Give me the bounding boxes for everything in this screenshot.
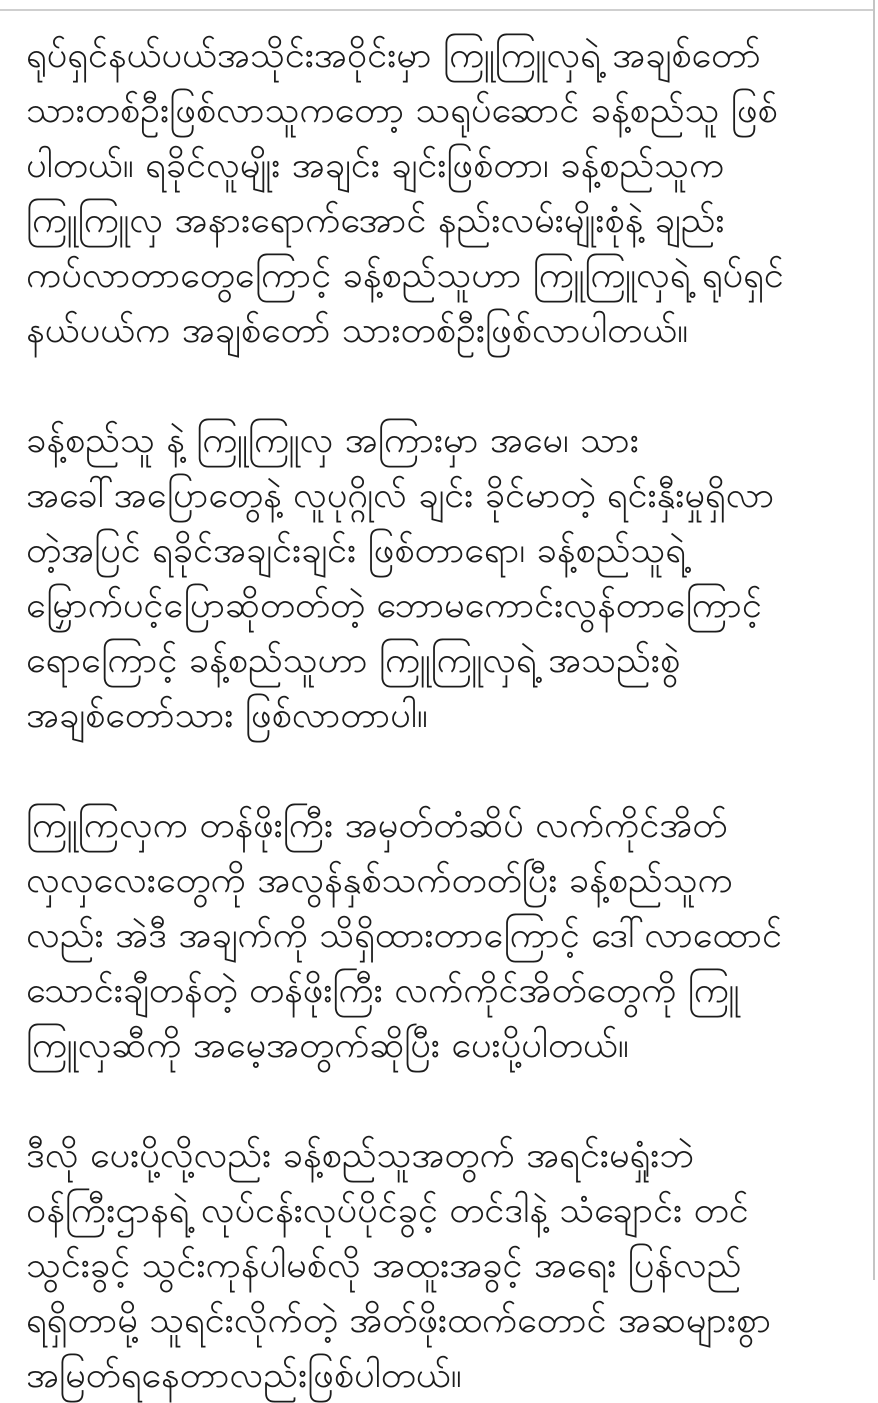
text-line: အချစ်တော်သား ဖြစ်လာတာပါ။ (26, 695, 428, 736)
text-line: တဲ့အပြင် ရခိုင်အချင်းချင်း ဖြစ်တာရော၊ ခန့်စည်သူရဲ့ (26, 530, 686, 571)
text-line: ကြူကြူလှ အနားရောက်အောင် နည်းလမ်းမျိုးစုံနဲ့ ချည်း (26, 200, 725, 241)
text-line: ဒီလို ပေးပို့လို့လည်း ခန့်စည်သူအတွက် အရင်းမရှုံးဘဲ (26, 1135, 694, 1176)
text-line: အမြတ်ရနေတာလည်းဖြစ်ပါတယ်။ (26, 1355, 462, 1396)
paragraph-4 (26, 1128, 834, 1403)
text-line: လည်း အဲဒီ အချက်ကို သိရှိထားတာကြောင့် ဒေါ်လာထောင် (26, 915, 782, 956)
paragraph-3 (26, 798, 834, 1073)
text-line: ပါတယ်။ ရခိုင်လူမျိုး အချင်း ချင်းဖြစ်တာ၊ ခန့်စည်သူက (26, 145, 725, 186)
text-line: ဝန်ကြီးဌာနရဲ့ လုပ်ငန်းလုပ်ပိုင်ခွင့် တင်ဒါနဲ့ သံချောင်း တင် (26, 1190, 749, 1231)
paragraph-1 (26, 28, 834, 358)
paragraph-2 (26, 413, 834, 743)
text-line: ကြူကြလှက တန်ဖိုးကြီး အမှတ်တံဆိပ် လက်ကိုင်အိတ် (26, 805, 728, 846)
right-border-line (873, 0, 875, 1280)
text-line: သွင်းခွင့် သွင်းကုန်ပါမစ်လို အထူးအခွင့် အရေး ပြန်လည် (26, 1245, 742, 1286)
top-border-line (0, 9, 874, 11)
text-line: ကြူလှဆီကို အမေ့အတွက်ဆိုပြီး ပေးပို့ပါတယ်။ (26, 1025, 629, 1066)
text-line: ရရှိတာမို့ သူရင်းလိုက်တဲ့ အိတ်ဖိုးထက်တောင် အဆများစွာ (26, 1300, 772, 1341)
text-line: ရုပ်ရှင်နယ်ပယ်အသိုင်းအဝိုင်းမှာ ကြူကြူလှရဲ့ အချစ်တော် (26, 35, 761, 76)
document-body (26, 28, 834, 1403)
text-line: မြှောက်ပင့်ပြောဆိုတတ်တဲ့ ဘောမကောင်းလွန်တာကြောင့် (26, 585, 762, 626)
text-line: ခန့်စည်သူ နဲ့ ကြူကြူလှ အကြားမှာ အမေ၊ သား (26, 420, 639, 461)
text-line: လှလှလေးတွေကို အလွန်နှစ်သက်တတ်ပြီး ခန့်စည်သူက (26, 860, 733, 901)
text-line: ရောကြောင့် ခန့်စည်သူဟာ ကြူကြူလှရဲ့ အသည်းစွဲ (26, 640, 681, 681)
text-line: နယ်ပယ်က အချစ်တော် သားတစ်ဦးဖြစ်လာပါတယ်။ (26, 310, 689, 351)
text-line: အခေါ်အပြောတွေနဲ့ လူပုဂ္ဂိုလ် ချင်း ခိုင်မာတဲ့ ရင်းနှီးမှုရှိလာ (26, 475, 775, 516)
text-line: ကပ်လာတာတွေကြောင့် ခန့်စည်သူဟာ ကြူကြူလှရဲ့ ရုပ်ရှင် (26, 255, 784, 296)
text-line: သောင်းချီတန်တဲ့ တန်ဖိုးကြီး လက်ကိုင်အိတ်တွေကို ကြူ (26, 970, 740, 1011)
text-line: သားတစ်ဦးဖြစ်လာသူကတော့ သရုပ်ဆောင် ခန့်စည်သူ ဖြစ် (26, 90, 778, 131)
